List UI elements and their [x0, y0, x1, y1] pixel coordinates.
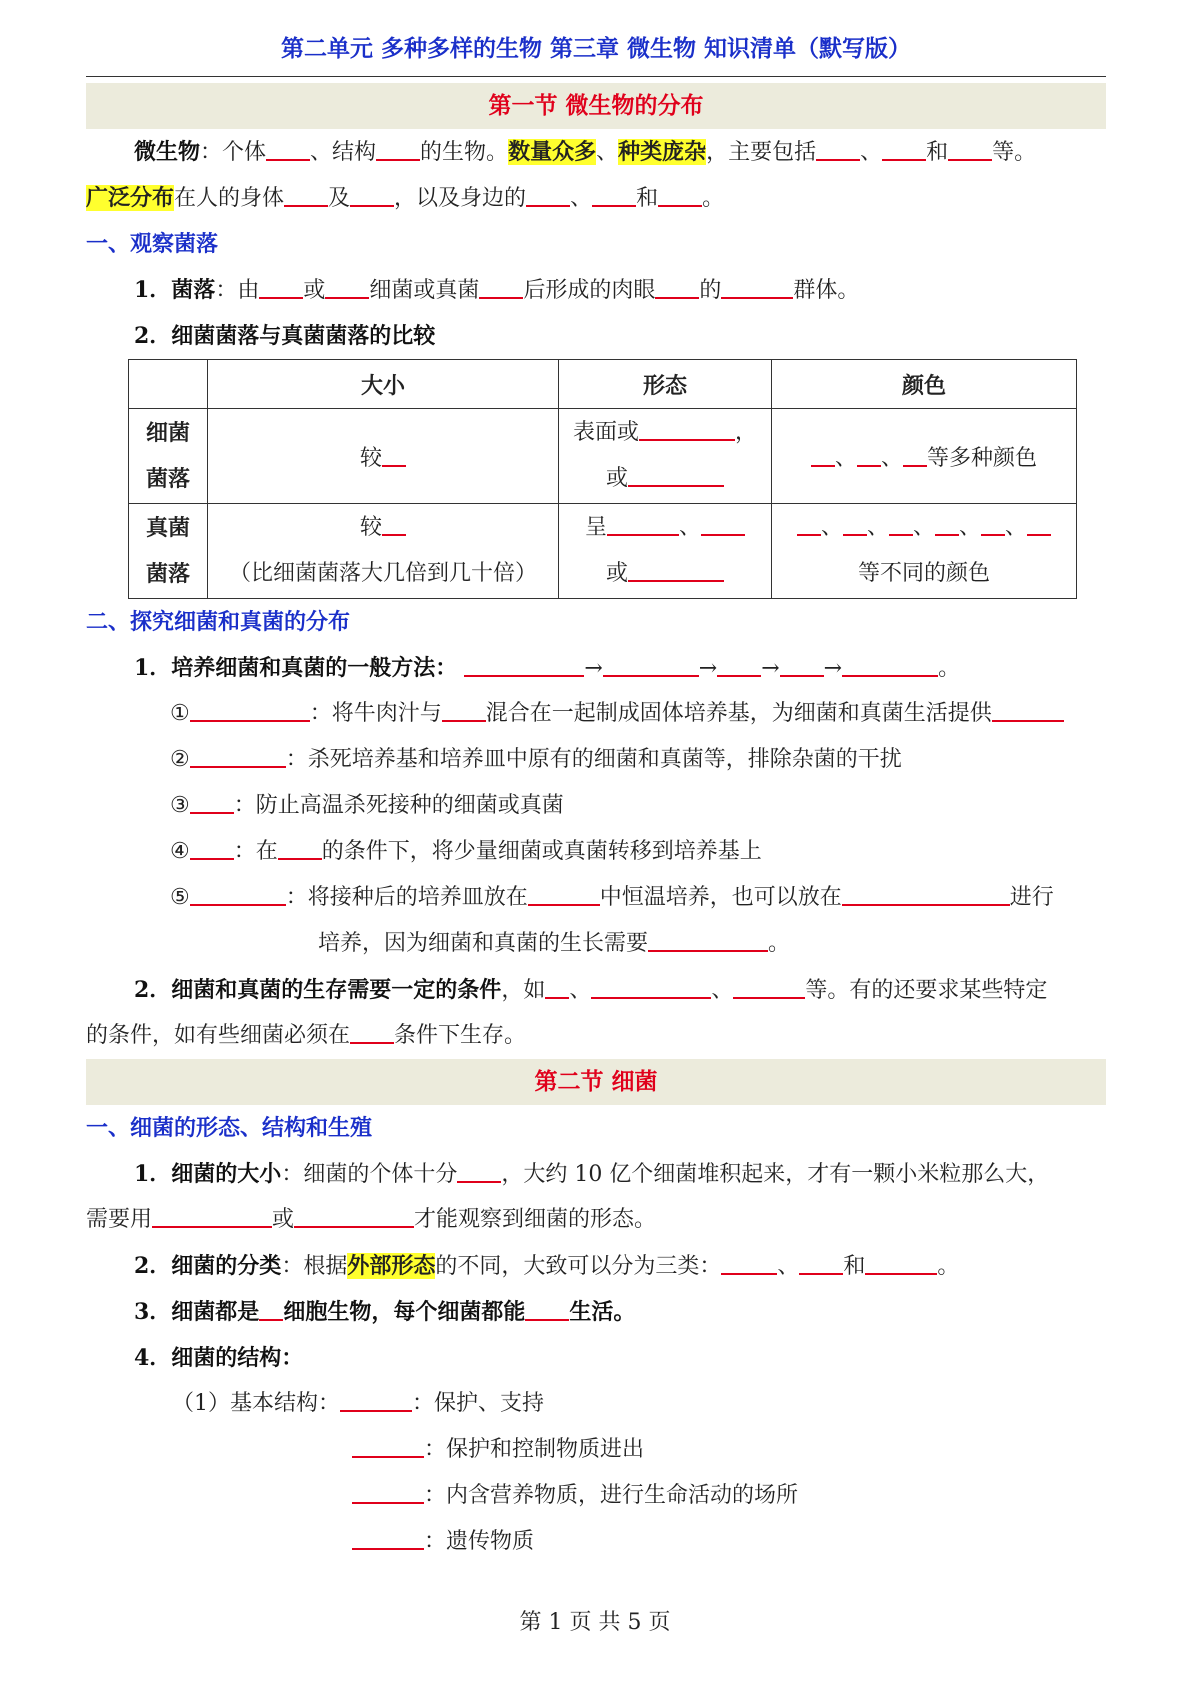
section2-title: 第二节 细菌 — [86, 1059, 1106, 1105]
heading-explore-distribution: 二、探究细菌和真菌的分布 — [86, 609, 351, 635]
blank[interactable] — [721, 1251, 777, 1275]
blank[interactable] — [479, 275, 523, 299]
bacteria-shape-line2 — [560, 456, 770, 502]
item-label: 2．细菌的分类 — [134, 1253, 282, 1279]
text: 细菌 — [145, 420, 190, 446]
step-5-cont — [86, 921, 1106, 967]
text: 混合在一起制成固体培养基，为细菌和真菌生活提供 — [485, 701, 992, 726]
blank[interactable] — [889, 512, 913, 536]
blank[interactable] — [842, 882, 1010, 906]
bacteria-shape-line1 — [560, 410, 770, 456]
blank[interactable] — [284, 183, 328, 207]
blank[interactable] — [592, 183, 636, 207]
text: 、 — [596, 140, 619, 165]
blank[interactable] — [981, 512, 1005, 536]
page-title: 第二单元 多种多样的生物 第三章 微生物 知识清单（默写版） — [280, 35, 912, 62]
header-size: 大小 — [208, 360, 559, 409]
text: 较 — [359, 515, 382, 540]
blank[interactable] — [190, 790, 234, 814]
bacteria-size — [208, 409, 559, 504]
fungi-color — [772, 504, 1077, 599]
blank[interactable] — [525, 1297, 569, 1321]
text: 和 — [843, 1254, 866, 1279]
blank[interactable] — [780, 653, 824, 677]
intro-line-1 — [86, 129, 1106, 175]
fungi-shape-line2 — [560, 551, 770, 597]
page — [86, 0, 1106, 1565]
blank[interactable] — [882, 137, 926, 161]
text: 3．细菌都是 — [134, 1299, 260, 1325]
bacteria-size-cont — [86, 1197, 1106, 1243]
blank[interactable] — [639, 417, 735, 441]
blank[interactable] — [190, 836, 234, 860]
bacteria-size — [86, 1151, 1106, 1197]
text: 、 — [711, 978, 734, 1003]
fungi-shape — [559, 504, 772, 599]
fungi-size-line1 — [209, 505, 557, 551]
blank[interactable] — [591, 975, 711, 999]
blank[interactable] — [259, 275, 303, 299]
blank[interactable] — [528, 882, 600, 906]
intro-line-2 — [86, 175, 1106, 221]
text: 需要用 — [86, 1207, 153, 1232]
blank[interactable] — [648, 928, 768, 952]
step-number: ② — [170, 747, 190, 772]
blank[interactable] — [843, 512, 867, 536]
table-row-fungi — [129, 504, 1077, 599]
blank[interactable] — [278, 836, 322, 860]
text: 群体。 — [793, 278, 860, 303]
text: 。 — [937, 1254, 960, 1279]
text: ，如 — [501, 978, 546, 1003]
blank[interactable] — [935, 512, 959, 536]
blank[interactable] — [190, 744, 286, 768]
step-5 — [86, 875, 1106, 921]
text: ：杀死培养基和培养皿中原有的细菌和真菌等，排除杂菌的干扰 — [285, 747, 902, 772]
blank[interactable] — [352, 1480, 424, 1504]
text: 或 — [605, 466, 628, 491]
text: 、 — [1005, 515, 1028, 540]
text: 中恒温培养，也可以放在 — [599, 885, 842, 910]
step-number: ① — [170, 701, 190, 726]
text: 的 — [699, 278, 722, 303]
item-label: 1．细菌的大小 — [134, 1161, 282, 1187]
text: ，以及身边的 — [394, 186, 527, 211]
arrow-icon: → — [698, 656, 718, 681]
text: 后形成的肉眼 — [523, 278, 656, 303]
step-1 — [86, 691, 1106, 737]
text: ：防止高温杀死接种的细菌或真菌 — [233, 793, 564, 818]
bacteria-cells — [86, 1289, 1106, 1335]
structure-row-3 — [86, 1473, 1106, 1519]
blank[interactable] — [603, 653, 699, 677]
text: 表面或 — [572, 420, 639, 445]
blank[interactable] — [721, 275, 793, 299]
text: 生活。 — [569, 1299, 636, 1325]
blank[interactable] — [545, 975, 569, 999]
step-4 — [86, 829, 1106, 875]
step-number: ④ — [170, 839, 190, 864]
text: ：根据 — [281, 1254, 348, 1279]
blank[interactable] — [350, 183, 394, 207]
item-label: 1．培养细菌和真菌的一般方法： — [134, 655, 458, 681]
header-divider — [86, 76, 1106, 77]
fungi-color-line1 — [773, 505, 1075, 551]
header-shape: 形态 — [559, 360, 772, 409]
text: 进行 — [1009, 885, 1054, 910]
text: 或 — [272, 1207, 295, 1232]
item-label: 1．菌落 — [134, 277, 216, 303]
blank[interactable] — [992, 698, 1064, 722]
text: 和 — [636, 186, 659, 211]
blank[interactable] — [628, 463, 724, 487]
heading-bacteria-form: 一、细菌的形态、结构和生殖 — [86, 1115, 373, 1141]
text: 、 — [679, 515, 702, 540]
blank[interactable] — [266, 137, 310, 161]
section1-title: 第一节 微生物的分布 — [86, 83, 1106, 129]
blank[interactable] — [190, 698, 310, 722]
blank[interactable] — [717, 653, 761, 677]
text: 条件下生存。 — [394, 1023, 527, 1048]
highlight-shape: 外部形态 — [347, 1253, 436, 1279]
text: 培养，因为细菌和真菌的生长需要 — [318, 931, 649, 956]
colony-definition — [86, 267, 1106, 313]
blank[interactable] — [733, 975, 805, 999]
text: ：保护和控制物质进出 — [424, 1437, 645, 1462]
blank[interactable] — [526, 183, 570, 207]
highlight-distribution: 广泛分布 — [86, 185, 175, 211]
bacteria-structure-heading — [86, 1335, 1106, 1381]
step-3 — [86, 783, 1106, 829]
blank[interactable] — [607, 512, 679, 536]
text: 的条件下，将少量细菌或真菌转移到培养基上 — [321, 839, 762, 864]
text: 细菌或真菌 — [369, 278, 480, 303]
arrow-icon: → — [584, 656, 603, 681]
blank[interactable] — [457, 1159, 501, 1183]
arrow-icon: → — [823, 656, 843, 681]
blank[interactable] — [797, 512, 821, 536]
blank[interactable] — [340, 1388, 412, 1412]
structure-row-2 — [86, 1427, 1106, 1473]
text: ：遗传物质 — [424, 1529, 535, 1554]
bacteria-classification — [86, 1243, 1106, 1289]
bacteria-color — [772, 409, 1077, 504]
text: ：保护、支持 — [412, 1391, 545, 1416]
blank[interactable] — [382, 512, 406, 536]
page-footer: 第 1 页 共 5 页 — [519, 1610, 671, 1635]
text: ：内含营养物质，进行生命活动的场所 — [424, 1483, 799, 1508]
blank[interactable] — [701, 512, 745, 536]
step-2 — [86, 737, 1106, 783]
heading-observe-colony: 一、观察菌落 — [86, 231, 219, 257]
blank[interactable] — [628, 558, 724, 582]
item-label: 2．细菌菌落与真菌菌落的比较 — [134, 323, 436, 349]
text: ：细菌的个体十分 — [281, 1162, 458, 1187]
blank[interactable] — [842, 653, 938, 677]
item-label: 4．细菌的结构： — [134, 1345, 304, 1371]
blank[interactable] — [865, 1251, 937, 1275]
text: ：由 — [215, 278, 260, 303]
text: ，大约 10 亿个细菌堆积起来，才有一颗小米粒那么大， — [501, 1162, 1050, 1187]
fungi-color-end: 等不同的颜色 — [857, 561, 990, 586]
text: ：个体 — [200, 140, 267, 165]
blank[interactable] — [1027, 512, 1051, 536]
survival-conditions — [86, 967, 1106, 1013]
text: 、 — [570, 186, 593, 211]
text: 等多种颜色 — [927, 445, 1038, 471]
text: 、 — [820, 515, 843, 540]
text: 细胞生物，每个细菌都能 — [283, 1299, 526, 1325]
blank[interactable] — [948, 137, 992, 161]
text: 的条件，如有些细菌必须在 — [86, 1023, 351, 1048]
text: 的不同，大致可以分为三类： — [435, 1254, 722, 1279]
text: 、 — [912, 515, 935, 540]
structure-row-4 — [86, 1519, 1106, 1565]
blank[interactable] — [259, 1297, 283, 1321]
blank[interactable] — [811, 443, 835, 467]
blank[interactable] — [294, 1204, 414, 1228]
text: 菌落 — [145, 466, 190, 492]
colony-comparison-table — [128, 359, 1077, 599]
text: 在人的身体 — [174, 186, 285, 211]
blank[interactable] — [350, 1020, 394, 1044]
text: 、 — [959, 515, 982, 540]
colony-compare-heading — [86, 313, 1106, 359]
table-row-bacteria — [129, 409, 1077, 504]
text: 才能观察到细菌的形态。 — [414, 1207, 657, 1232]
text: 。 — [938, 656, 961, 681]
blank[interactable] — [857, 443, 881, 467]
fungi-shape-line1 — [560, 505, 770, 551]
text: 、结构 — [310, 140, 377, 165]
text: ， — [735, 420, 758, 445]
blank[interactable] — [325, 275, 369, 299]
arrow-icon: → — [761, 656, 780, 681]
fungi-size-note: （比细菌菌落大几倍到几十倍） — [228, 561, 537, 586]
structure-label: （1）基本结构： — [172, 1391, 340, 1416]
blank[interactable] — [352, 1526, 424, 1550]
row-header-fungi — [129, 504, 208, 599]
blank[interactable] — [903, 443, 927, 467]
text: 真菌 — [145, 515, 190, 541]
step-number: ③ — [170, 793, 190, 818]
text: 等。 — [992, 140, 1037, 165]
blank[interactable] — [190, 882, 286, 906]
survival-conditions-cont — [86, 1013, 1106, 1059]
text: 、 — [866, 515, 889, 540]
text: ，主要包括 — [706, 140, 817, 165]
structure-row-1 — [86, 1381, 1106, 1427]
table-corner — [129, 360, 208, 409]
text: 菌落 — [145, 561, 190, 587]
fungi-size — [208, 504, 559, 599]
item-label: 2．细菌和真菌的生存需要一定的条件 — [134, 977, 502, 1003]
text: ：将接种后的培养皿放在 — [285, 885, 528, 910]
blank[interactable] — [816, 137, 860, 161]
text: 等。有的还要求某些特定 — [805, 978, 1048, 1003]
text: 或 — [605, 561, 628, 586]
highlight-variety: 种类庞杂 — [618, 139, 707, 165]
text: 呈 — [584, 515, 607, 540]
text: ：将牛肉汁与 — [309, 701, 442, 726]
blank[interactable] — [152, 1204, 272, 1228]
text: 及 — [328, 186, 351, 211]
blank[interactable] — [655, 275, 699, 299]
text: 、 — [569, 978, 592, 1003]
text: ：在 — [233, 839, 278, 864]
blank[interactable] — [464, 653, 584, 677]
row-header-bacteria — [129, 409, 208, 504]
blank[interactable] — [352, 1434, 424, 1458]
text: 的生物。 — [420, 140, 509, 165]
blank[interactable] — [658, 183, 702, 207]
text: 和 — [926, 140, 949, 165]
text: 。 — [702, 186, 725, 211]
text: 较 — [359, 445, 382, 471]
blank[interactable] — [376, 137, 420, 161]
bacteria-shape — [559, 409, 772, 504]
header-color: 颜色 — [772, 360, 1077, 409]
blank[interactable] — [442, 698, 486, 722]
text: 、 — [880, 445, 903, 471]
text: 或 — [303, 278, 326, 303]
table-header-row — [129, 360, 1077, 409]
culture-method — [86, 645, 1106, 691]
step-number: ⑤ — [170, 885, 190, 910]
text: 。 — [768, 931, 791, 956]
text: 、 — [777, 1254, 800, 1279]
blank[interactable] — [382, 443, 406, 467]
text: 、 — [860, 140, 883, 165]
highlight-quantity: 数量众多 — [508, 139, 597, 165]
intro-label: 微生物 — [134, 139, 201, 165]
blank[interactable] — [799, 1251, 843, 1275]
text: 、 — [834, 445, 857, 471]
